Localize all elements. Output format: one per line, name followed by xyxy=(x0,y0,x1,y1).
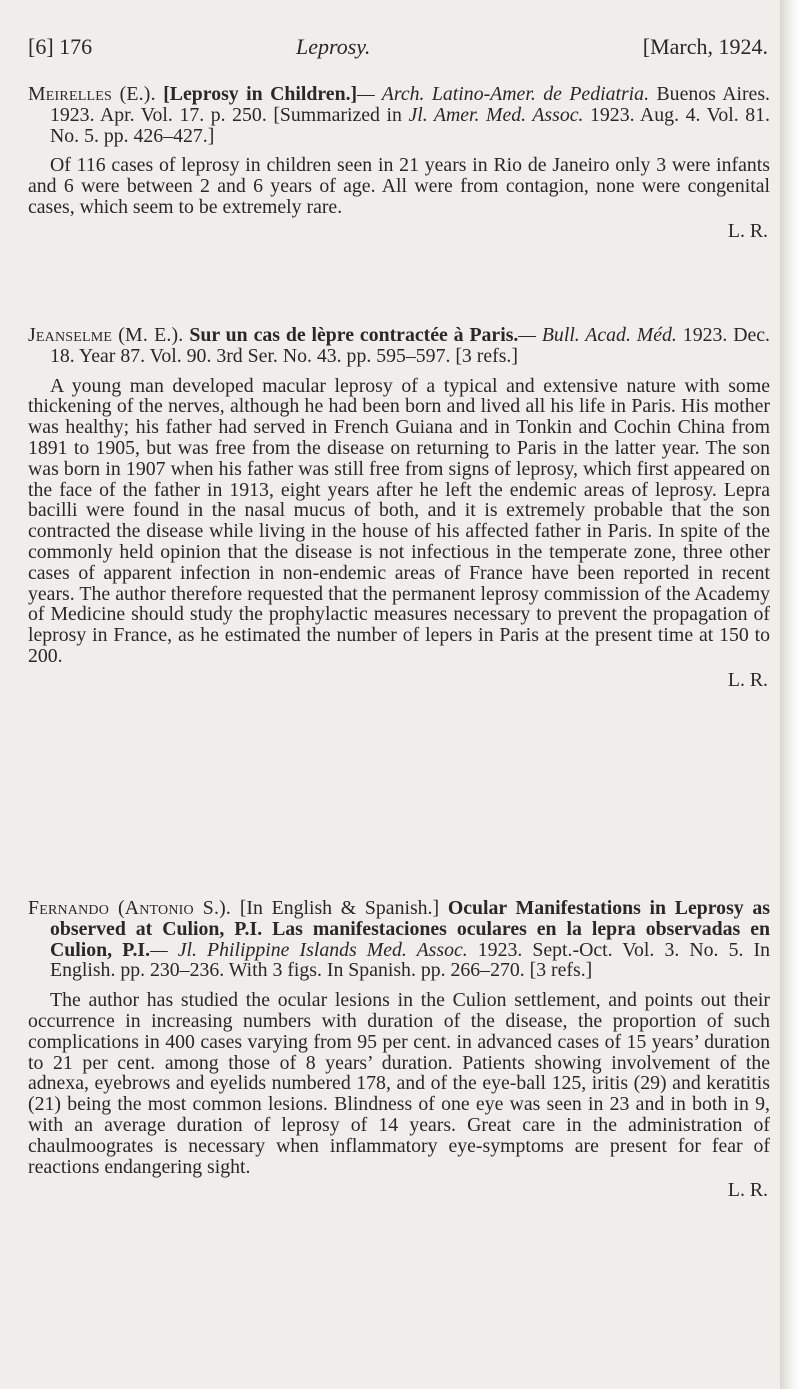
page-header xyxy=(28,34,768,66)
abstract-text: The author has studied the ocular lesions in the Culion settlement, and points out their occurrence in increasing numbers with duration of the disease, the proportion of such complications in 400 cases varying from 95 per cent. in advanced cases of 15 years’ duration to 21 per cent. among those of 8 years’ duration. Patients showing involvement of the adnexa, eyebrows and eyelids numbered 178, and of the eye-ball 125, iritis (29) and keratitis (21) being the most common lesions. Blindness of one eye was seen in 23 and in both in 9, with an average duration of leprosy of 14 years. Great care in the administration of chaulmoogrates is necessary when inflammatory eye-symptoms are present for fear of reactions endangering sight. xyxy=(28,989,770,1178)
article-title: Ocular Manifestations in Leprosy as observed at Culion, P.I. Las manifestaciones oculares en la lepra observadas en Culion, P.I. xyxy=(50,897,770,961)
abstract-entry xyxy=(28,84,770,242)
reviewer-initials: L. R. xyxy=(727,219,768,242)
reviewer-initials: L. R. xyxy=(727,668,768,691)
article-title: Sur un cas de lèpre contractée à Paris. xyxy=(189,324,519,346)
citation-details: 1923. Sept.-Oct. Vol. 3. No. 5. In English. pp. 230–236. With 3 figs. In Spanish. pp. 266–270. [3 refs.] xyxy=(50,938,770,982)
reviewer-initials: L. R. xyxy=(727,1179,768,1202)
citation-details: Buenos Aires. 1923. Apr. Vol. 17. p. 250. [Summarized in xyxy=(50,83,770,126)
author-name: Jeanselme (M. E.). xyxy=(28,324,184,346)
summary-details: 1923. Aug. 4. Vol. 81. No. 5. pp. 426–427.] xyxy=(50,103,770,147)
page-number: [6] 176 xyxy=(28,34,93,59)
citation xyxy=(28,84,770,146)
article-title: [Leprosy in Children.] xyxy=(163,83,358,105)
journal-name: — Jl. Philippine Islands Med. Assoc. xyxy=(150,938,468,961)
journal-name: — Bull. Acad. Méd. xyxy=(518,324,677,346)
language-note: [In English & Spanish.] xyxy=(239,897,440,919)
scan-edge-shadow xyxy=(780,0,800,1389)
author-name: Meirelles (E.). xyxy=(28,83,156,105)
author-name: Fernando (Antonio S.). xyxy=(28,897,232,919)
journal-name: — Arch. Latino-Amer. de Pediatria. xyxy=(357,83,650,105)
abstract-text: Of 116 cases of leprosy in children seen in 21 years in Rio de Janeiro only 3 were infants and 6 were between 2 and 6 years of age. All were from contagion, none were congenital cases, which seem to be extremely rare. xyxy=(28,154,770,218)
abstract-entry xyxy=(28,325,770,691)
abstract-text: A young man developed macular leprosy of a typical and extensive nature with some thickening of the nerves, although he had been born and lived all his life in Paris. His mother was healthy; his father had served in French Guiana and in Tonkin and Cochin China from 1891 to 1905, but was free from the disease on returning to Paris in the latter year. The son was born in 1907 when his father was still free from signs of leprosy, which first appeared on the face of the father in 1913, eight years after he left the endemic areas of leprosy. Lepra bacilli were found in the nasal mucus of both, and it is extremely probable that the son contracted the disease while living in the house of his affected father in Paris. In spite of the commonly held opinion that the disease is not infectious in the temperate zone, three other cases of apparent infection in non-endemic areas of France have been reported in recent years. The author therefore requested that the permanent leprosy commission of the Academy of Medicine should study the prophylactic measures necessary to prevent the propagation of leprosy in France, as he estimated the number of lepers in Paris at the present time at 150 to 200. xyxy=(28,374,770,667)
citation-details: 1923. Dec. 18. Year 87. Vol. 90. 3rd Ser. No. 43. pp. 595–597. [3 refs.] xyxy=(50,324,770,367)
summary-journal: Jl. Amer. Med. Assoc. xyxy=(408,103,584,126)
issue-date: [March, 1924. xyxy=(642,34,768,59)
running-title: Leprosy. xyxy=(296,34,371,59)
citation xyxy=(28,325,770,367)
abstract-entry xyxy=(28,898,770,1201)
citation xyxy=(28,898,770,981)
